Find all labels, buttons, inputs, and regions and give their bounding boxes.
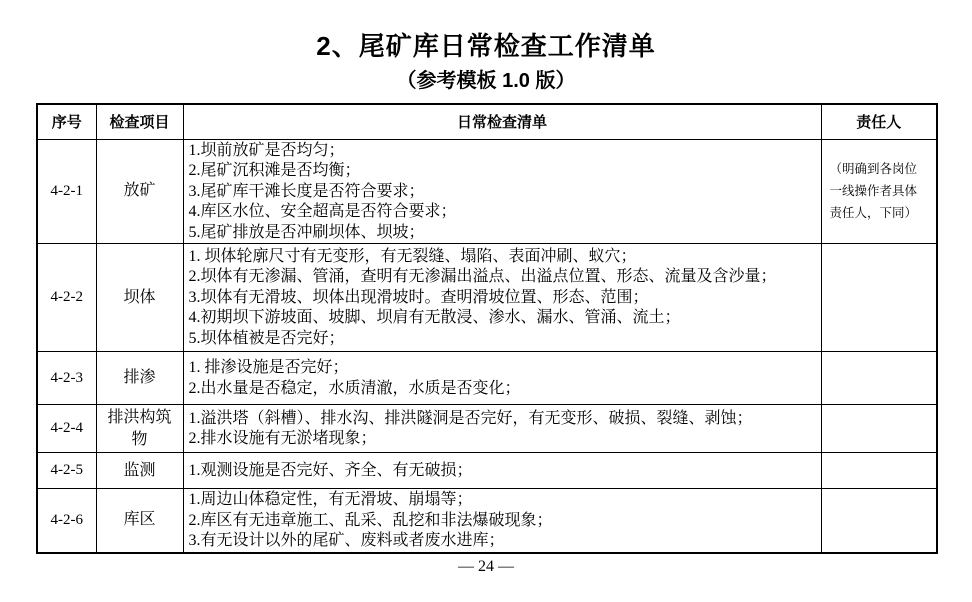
table-header-row — [37, 104, 937, 139]
checklist-line: 3.有无设计以外的尾矿、废料或者废水进库； — [188, 532, 505, 549]
page-number: — 24 — — [458, 558, 514, 575]
row-id: 4-2-6 — [37, 489, 96, 553]
checklist-line: 1.溢洪塔（斜槽）、排水沟、排洪隧洞是否完好，有无变形、破损、裂缝、剥蚀； — [188, 409, 753, 427]
col-header-responsible: 责任人 — [821, 104, 937, 139]
checklist-line: 5.坝体植被是否完好； — [188, 329, 345, 347]
row-responsible — [821, 352, 937, 405]
table-row-4-2-6 — [37, 489, 937, 553]
checklist-line: 4.库区水位、安全超高是否符合要求； — [188, 203, 457, 220]
row-checklist — [183, 244, 821, 352]
row-checklist — [183, 453, 821, 489]
table-row-4-2-1 — [37, 139, 937, 244]
row-item: 监测 — [96, 453, 183, 489]
table-row-4-2-4 — [37, 405, 937, 453]
row-item: 排渗 — [96, 352, 183, 405]
checklist-line: 2.库区有无违章施工、乱采、乱挖和非法爆破现象； — [188, 511, 553, 529]
row-responsible — [821, 244, 937, 352]
checklist-line: 3.坝体有无滑坡、坝体出现滑坡时。查明滑坡位置、形态、范围； — [188, 288, 649, 306]
checklist-line: 2.出水量是否稳定，水质清澈，水质是否变化； — [188, 379, 521, 397]
row-item: 坝体 — [96, 244, 183, 352]
row-checklist — [183, 139, 821, 244]
row-checklist — [183, 352, 821, 405]
page-title: 2、尾矿库日常检查工作清单 — [316, 31, 656, 61]
row-responsible — [821, 453, 937, 489]
row-checklist — [183, 489, 821, 553]
page-subtitle: （参考模板 1.0 版） — [396, 70, 576, 92]
row-item: 库区 — [96, 489, 183, 553]
col-header-checklist: 日常检查清单 — [183, 104, 821, 139]
table-row-4-2-2 — [37, 244, 937, 352]
checklist-line: 4.初期坝下游坡面、坡脚、坝肩有无散浸、渗水、漏水、管涌、流土； — [188, 309, 681, 327]
table-row-4-2-5 — [37, 453, 937, 489]
checklist-line: 2.尾矿沉积滩是否均衡； — [188, 162, 361, 179]
row-id: 4-2-1 — [37, 139, 96, 244]
checklist-line: 2.坝体有无渗漏、管涌，查明有无渗漏出溢点、出溢点位置、形态、流量及含沙量； — [188, 268, 777, 286]
col-header-index: 序号 — [37, 104, 96, 139]
row-id: 4-2-4 — [37, 405, 96, 453]
row-id: 4-2-5 — [37, 453, 96, 489]
checklist-line: 3.尾矿库干滩长度是否符合要求； — [188, 182, 425, 200]
row-id: 4-2-2 — [37, 244, 96, 352]
checklist-line: 5.尾矿排放是否冲刷坝体、坝坡； — [188, 223, 425, 241]
row-item: 放矿 — [96, 139, 183, 244]
checklist-line: 2.排水设施有无淤堵现象； — [188, 430, 377, 447]
row-checklist — [183, 405, 821, 453]
col-header-item: 检查项目 — [96, 104, 183, 139]
row-item: 排洪构筑物 — [96, 405, 183, 453]
table-row-4-2-3 — [37, 352, 937, 405]
checklist-line: 1.观测设施是否完好、齐全、有无破损； — [188, 461, 473, 479]
row-responsible — [821, 405, 937, 453]
row-id: 4-2-3 — [37, 352, 96, 405]
row-responsible — [821, 139, 937, 244]
checklist-line: 1.周边山体稳定性，有无滑坡、崩塌等； — [188, 491, 473, 508]
checklist-line: 1. 坝体轮廓尺寸有无变形，有无裂缝、塌陷、表面冲刷、蚁穴； — [188, 247, 637, 265]
checklist-line: 1. 排渗设施是否完好； — [188, 359, 349, 376]
row-responsible — [821, 489, 937, 553]
inspection-checklist-table — [36, 103, 938, 554]
responsible-note: （明确到各岗位一线操作者具体责任人，下同） — [829, 162, 918, 221]
checklist-line: 1.坝前放矿是否均匀； — [188, 141, 345, 159]
